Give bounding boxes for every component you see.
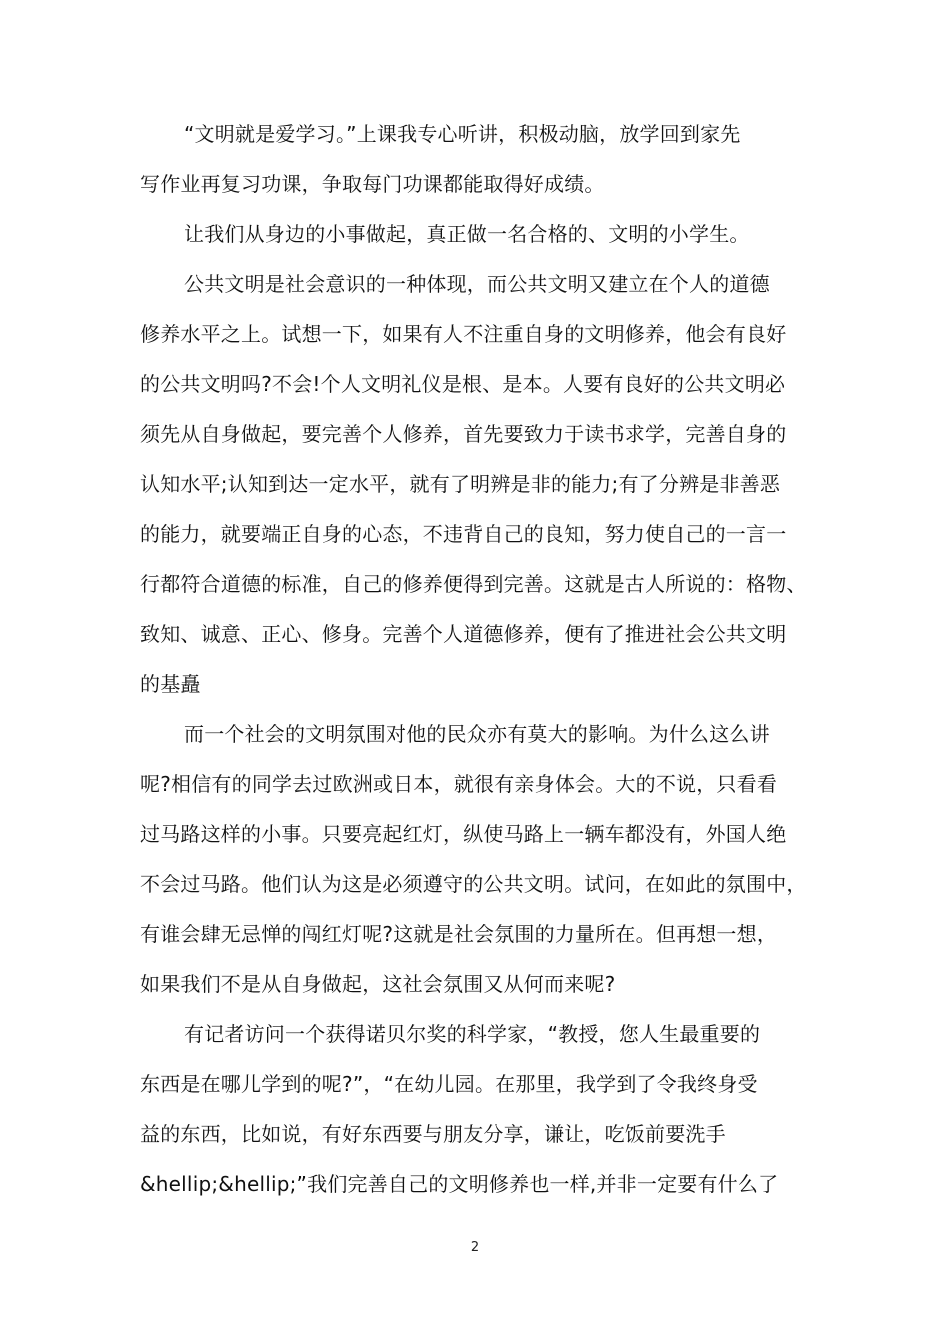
text-line: 而一个社会的文明氛围对他的民众亦有莫大的影响。为什么这么讲 (184, 722, 770, 746)
text-line: &hellip;&hellip;”我们完善自己的文明修养也一样,并非一定要有什么了 (140, 1172, 779, 1196)
text-line: 写作业再复习功课，争取每门功课都能取得好成绩。 (140, 172, 605, 196)
text-line: 公共文明是社会意识的一种体现，而公共文明又建立在个人的道德 (184, 272, 770, 296)
text-line: 益的东西，比如说，有好东西要与朋友分享，谦让，吃饭前要洗手 (140, 1122, 726, 1146)
text-line: 呢?相信有的同学去过欧洲或日本，就很有亲身体会。大的不说，只看看 (140, 772, 778, 796)
text-line: 不会过马路。他们认为这是必须遵守的公共文明。试问，在如此的氛围中， (140, 872, 807, 896)
text-line: 有记者访问一个获得诺贝尔奖的科学家，“教授，您人生最重要的 (184, 1022, 761, 1046)
text-line: 的能力，就要端正自身的心态，不违背自己的良知，努力使自己的一言一 (140, 522, 787, 546)
text-line: 须先从自身做起，要完善个人修养，首先要致力于读书求学，完善自身的 (140, 422, 787, 446)
text-line: 的公共文明吗?不会!个人文明礼仪是根、是本。人要有良好的公共文明必 (140, 372, 786, 396)
text-line: 致知、诚意、正心、修身。完善个人道德修养，便有了推进社会公共文明 (140, 622, 787, 646)
text-line: 过马路这样的小事。只要亮起红灯，纵使马路上一辆车都没有，外国人绝 (140, 822, 787, 846)
text-line: 有谁会肆无忌惮的闯红灯呢?这就是社会氛围的力量所在。但再想一想， (140, 922, 778, 946)
text-line: 让我们从身边的小事做起，真正做一名合格的、文明的小学生。 (184, 222, 750, 246)
text-line: 行都符合道德的标准，自己的修养便得到完善。这就是古人所说的：格物、 (140, 572, 807, 596)
text-line: 修养水平之上。试想一下，如果有人不注重自身的文明修养，他会有良好 (140, 322, 787, 346)
page-number: 2 (470, 1240, 480, 1255)
text-line: 东西是在哪儿学到的呢?”，“在幼儿园。在那里，我学到了令我终身受 (140, 1072, 758, 1096)
text-line: “文明就是爱学习。”上课我专心听讲，积极动脑，放学回到家先 (184, 122, 741, 146)
text-line: 如果我们不是从自身做起，这社会氛围又从何而来呢? (140, 972, 616, 996)
text-line: 认知水平;认知到达一定水平，就有了明辨是非的能力;有了分辨是非善恶 (140, 472, 781, 496)
text-line: 的基矗 (140, 672, 201, 696)
